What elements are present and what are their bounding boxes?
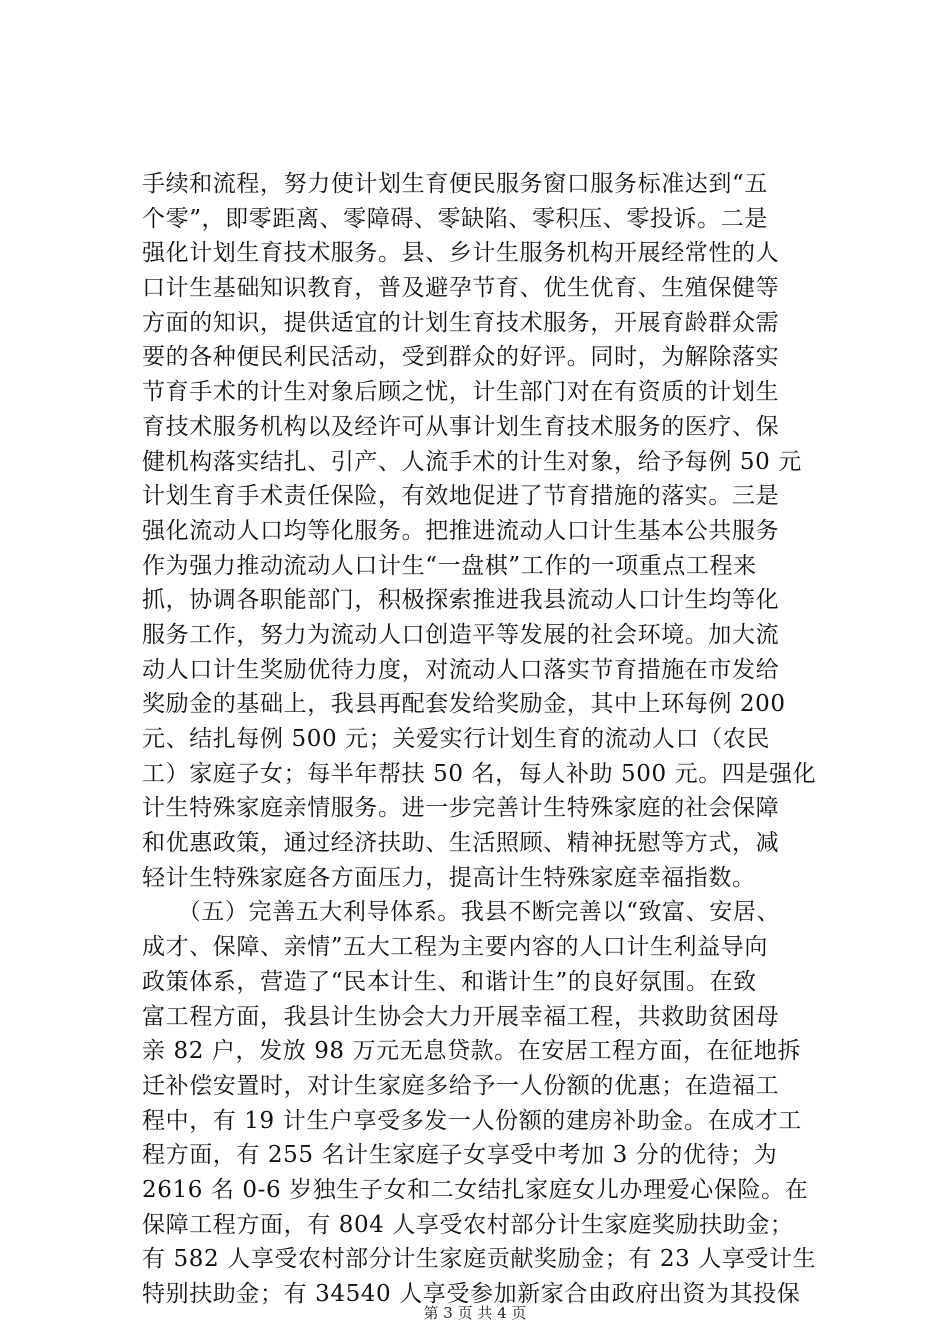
text-line: 2616 名 0-6 岁独生子女和二女结扎家庭女儿办理爱心保险。在: [142, 1176, 809, 1203]
text-line: 个零”，即零距离、零障碍、零缺陷、零积压、零投诉。二是: [142, 205, 768, 232]
text-line: （五）完善五大利导体系。我县不断完善以“致富、安居、: [142, 899, 781, 926]
text-line: 亲 82 户，发放 98 万元无息贷款。在安居工程方面，在征地拆: [142, 1038, 801, 1065]
body-text: [142, 167, 842, 1312]
text-line: 保障工程方面，有 804 人享受农村部分计生家庭奖励扶助金；: [142, 1211, 794, 1238]
text-line: 和优惠政策，通过经济扶助、生活照顾、精神抚慰等方式，减: [142, 830, 780, 857]
text-line: 节育手术的计生对象后顾之忧，计生部门对在有资质的计划生: [142, 379, 780, 406]
text-line: 轻计生特殊家庭各方面压力，提高计生特殊家庭幸福指数。: [142, 864, 756, 891]
text-line: 强化流动人口均等化服务。把推进流动人口计生基本公共服务: [142, 517, 780, 544]
text-line: 奖励金的基础上，我县再配套发给奖励金，其中上环每例 200: [142, 691, 786, 718]
text-line: 政策体系，营造了“民本计生、和谐计生”的良好氛围。在致: [142, 968, 757, 995]
text-line: 元、结扎每例 500 元；关爱实行计划生育的流动人口（农民: [142, 726, 770, 752]
text-line: 要的各种便民利民活动，受到群众的好评。同时，为解除落实: [142, 344, 780, 371]
text-line: 抓，协调各职能部门，积极探索推进我县流动人口计生均等化: [142, 587, 780, 614]
text-line: 特别扶助金；有 34540 人享受参加新家合由政府出资为其投保: [142, 1281, 801, 1307]
text-line: 迁补偿安置时，对计生家庭多给予一人份额的优惠；在造福工: [142, 1072, 780, 1099]
text-line: 口计生基础知识教育，普及避孕节育、优生优育、生殖保健等: [142, 275, 780, 302]
text-line: 工）家庭子女；每半年帮扶 50 名，每人补助 500 元。四是强化: [142, 760, 817, 787]
text-line: 成才、保障、亲情”五大工程为主要内容的人口计生利益导向: [142, 934, 768, 961]
text-line: 作为强力推动流动人口计生“一盘棋”工作的一项重点工程来: [142, 552, 757, 579]
text-line: 计划生育手术责任保险，有效地促进了节育措施的落实。三是: [142, 483, 780, 510]
text-line: 手续和流程，努力使计划生育便民服务窗口服务标准达到“五: [142, 171, 768, 197]
text-line: 强化计划生育技术服务。县、乡计生服务机构开展经常性的人: [142, 240, 780, 267]
text-line: 服务工作，努力为流动人口创造平等发展的社会环境。加大流: [142, 621, 780, 648]
text-line: 富工程方面，我县计生协会大力开展幸福工程，共救助贫困母: [142, 1003, 780, 1030]
text-line: 育技术服务机构以及经许可从事计划生育技术服务的医疗、保: [142, 413, 780, 440]
text-line: 有 582 人享受农村部分计生家庭贡献奖励金；有 23 人享受计生: [142, 1246, 817, 1273]
text-line: 动人口计生奖励优待力度，对流动人口落实节育措施在市发给: [142, 656, 780, 683]
text-line: 程方面，有 255 名计生家庭子女享受中考加 3 分的优待；为: [142, 1142, 778, 1169]
text-line: 健机构落实结扎、引产、人流手术的计生对象，给予每例 50 元: [142, 448, 802, 475]
text-line: 计生特殊家庭亲情服务。进一步完善计生特殊家庭的社会保障: [142, 795, 780, 822]
text-line: 方面的知识，提供适宜的计划生育技术服务，开展育龄群众需: [142, 309, 780, 336]
page-footer: 第 3 页 共 4 页: [423, 1304, 527, 1322]
text-line: 程中，有 19 计生户享受多发一人份额的建房补助金。在成才工: [142, 1107, 802, 1134]
